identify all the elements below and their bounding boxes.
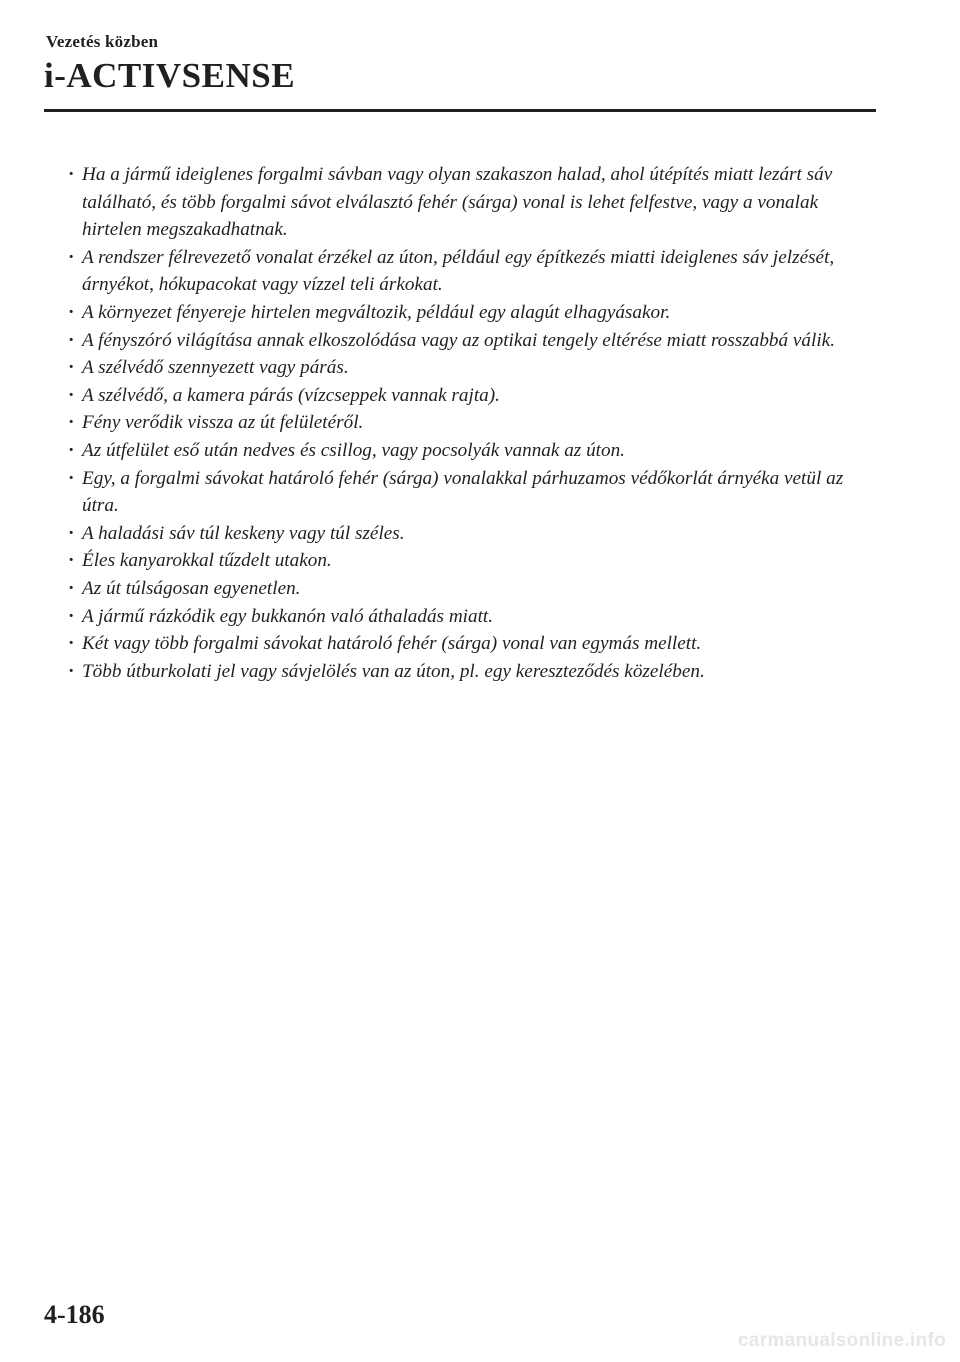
list-item: [66, 520, 866, 548]
list-item: [66, 575, 866, 603]
list-item-text: A jármű rázkódik egy bukkanón való áthaladás miatt.: [82, 605, 494, 627]
list-item: [66, 327, 866, 355]
watermark: carmanualsonline.info: [738, 1330, 946, 1351]
list-item-text: A rendszer félrevezető vonalat érzékel az úton, például egy építkezés miatti ideiglenes sáv jelzését, árnyékot, hókupacokat vagy vízzel teli árkokat.: [82, 246, 835, 296]
list-item: [66, 409, 866, 437]
bullet-icon: ·: [68, 357, 75, 379]
list-item-text: A szélvédő szennyezett vagy párás.: [82, 357, 349, 379]
list-item-text: Két vagy több forgalmi sávokat határoló fehér (sárga) vonal van egymás mellett.: [82, 633, 702, 655]
bullet-icon: ·: [68, 301, 75, 323]
list-item-text: A szélvédő, a kamera párás (vízcseppek vannak rajta).: [82, 384, 500, 406]
list-item-text: Ha a jármű ideiglenes forgalmi sávban vagy olyan szakaszon halad, ahol útépítés miatt lezárt sáv található, és több forgalmi sávot elválasztó fehér (sárga) vonal is lehet felfestve, vagy a vonalak hirtelen megszakadhatnak.: [82, 164, 833, 241]
page-number: 4-186: [44, 1300, 105, 1329]
list-item-text: Fény verődik vissza az út felületéről.: [82, 412, 364, 434]
list-item-text: A környezet fényereje hirtelen megváltozik, például egy alagút elhagyásakor.: [82, 301, 671, 323]
list-item-text: Több útburkolati jel vagy sávjelölés van az úton, pl. egy kereszteződés közelében.: [82, 660, 705, 682]
list-item-text: Egy, a forgalmi sávokat határoló fehér (sárga) vonalakkal párhuzamos védőkorlát árnyéka vetül az útra.: [82, 467, 844, 517]
list-item: [66, 630, 866, 658]
bullet-icon: ·: [68, 384, 75, 406]
bullet-icon: ·: [68, 412, 75, 434]
list-item-text: Az út túlságosan egyenetlen.: [82, 577, 301, 599]
list-item: [66, 603, 866, 631]
section-label: Vezetés közben: [46, 32, 159, 51]
list-item-text: A fényszóró világítása annak elkoszolódása vagy az optikai tengely eltérése miatt rosszabbá válik.: [82, 329, 835, 351]
list-item: [66, 161, 866, 244]
bullet-icon: ·: [68, 329, 75, 351]
list-item: [66, 299, 866, 327]
list-item-text: Az útfelület eső után nedves és csillog, vagy pocsolyák vannak az úton.: [82, 439, 625, 461]
list-item-text: Éles kanyarokkal tűzdelt utakon.: [82, 550, 332, 572]
condition-list: [66, 161, 866, 685]
bullet-icon: ·: [68, 550, 75, 572]
list-item: [66, 382, 866, 410]
bullet-icon: ·: [68, 467, 75, 489]
list-item-text: A haladási sáv túl keskeny vagy túl széles.: [82, 522, 405, 544]
bullet-icon: ·: [68, 577, 75, 599]
list-item: [66, 354, 866, 382]
bullet-icon: ·: [68, 522, 75, 544]
bullet-icon: ·: [68, 164, 75, 185]
list-item: [66, 244, 866, 299]
bullet-icon: ·: [68, 633, 75, 655]
bullet-icon: ·: [68, 660, 75, 682]
header-divider: [44, 109, 876, 112]
bullet-icon: ·: [68, 246, 75, 268]
list-item: [66, 658, 866, 686]
list-item: [66, 437, 866, 465]
page-title: i-ACTIVSENSE: [44, 56, 296, 95]
list-item: [66, 465, 866, 520]
list-item: [66, 547, 866, 575]
bullet-icon: ·: [68, 605, 75, 627]
bullet-icon: ·: [68, 439, 75, 461]
